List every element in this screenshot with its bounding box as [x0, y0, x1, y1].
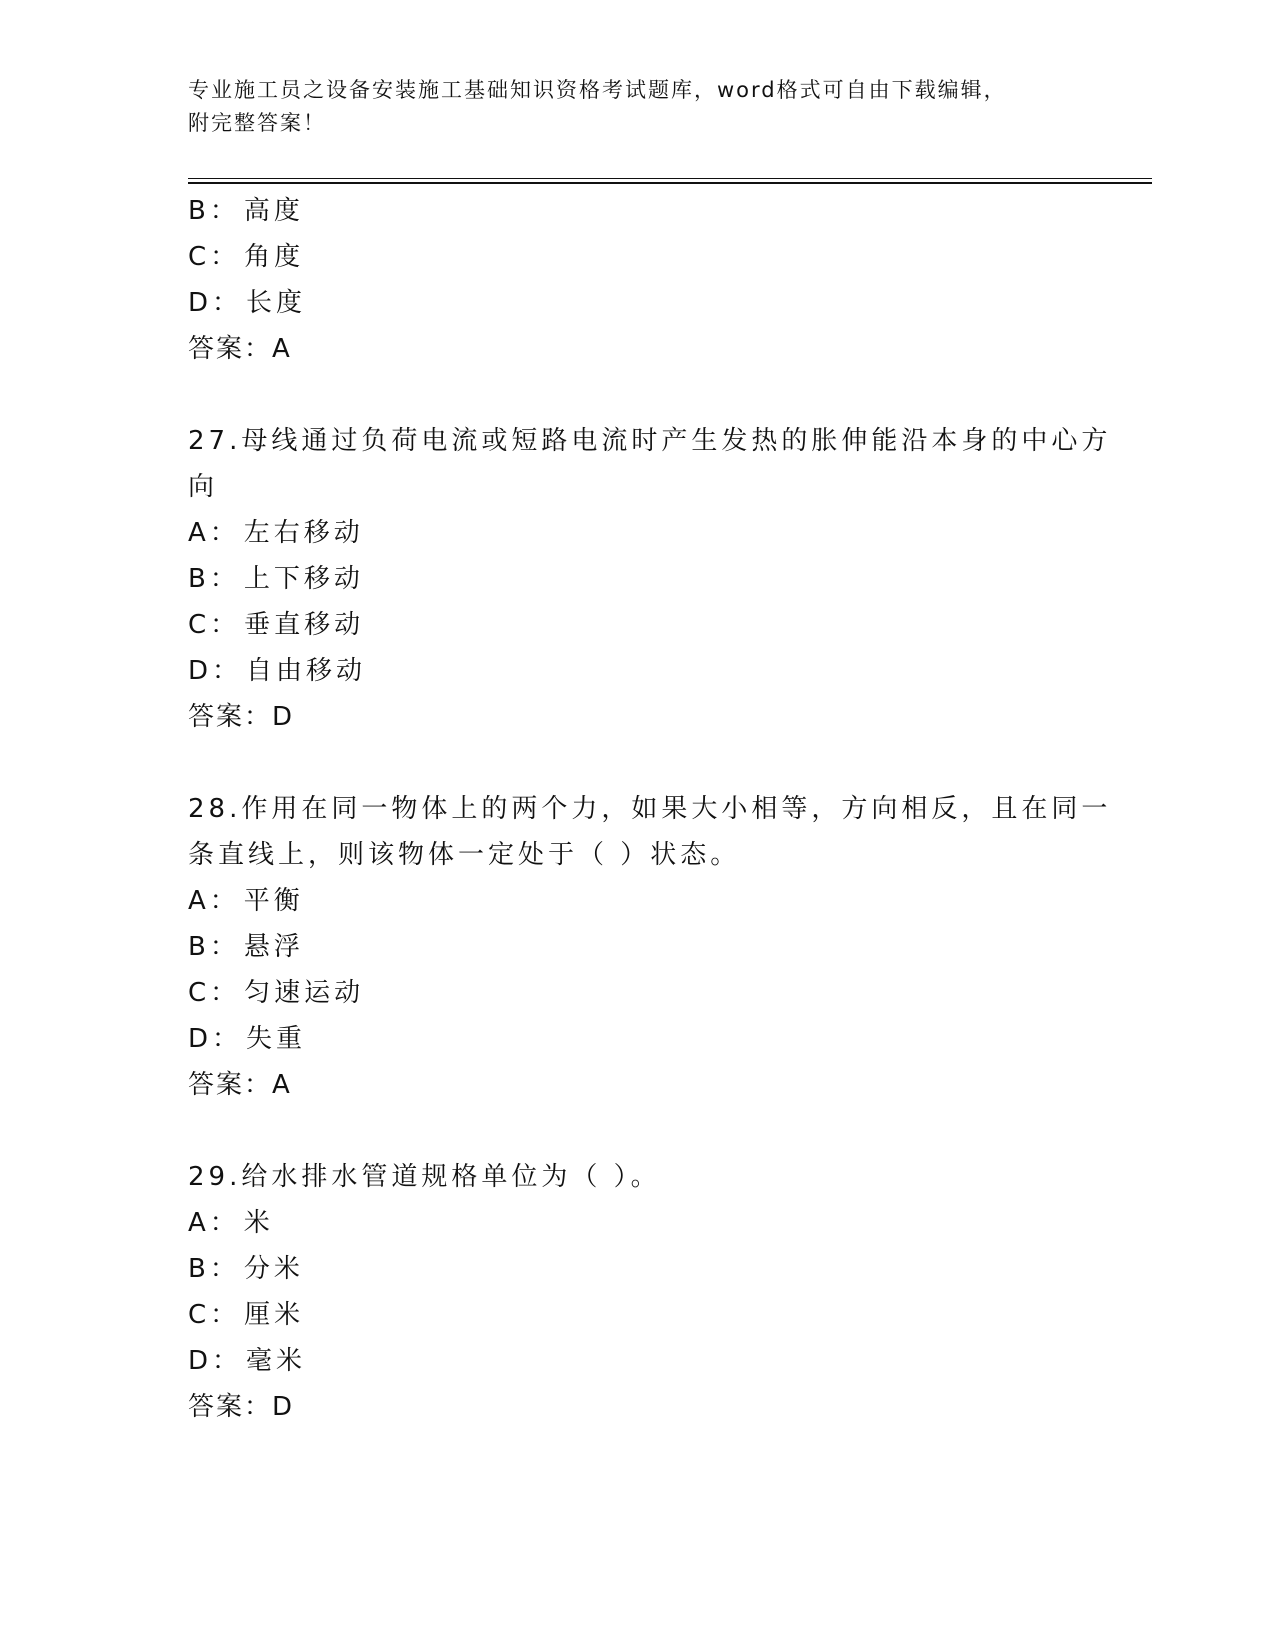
option-label: D：: [188, 656, 243, 686]
answer-line: 答案：A: [188, 1070, 292, 1100]
option-label: C：: [188, 242, 241, 272]
question-text-line-2: 向: [188, 472, 219, 502]
option-text: 角度: [244, 242, 305, 272]
option-label: A：: [188, 886, 240, 916]
option-d: [188, 1016, 1108, 1062]
question-list: [188, 188, 1112, 1430]
option-c: [188, 1292, 1108, 1338]
spacer: [188, 372, 1108, 418]
option-d: [188, 280, 1108, 326]
option-text: 平衡: [243, 886, 304, 916]
answer-line: 答案：A: [188, 334, 292, 364]
option-label: A：: [188, 518, 240, 548]
option-b: [188, 1246, 1108, 1292]
option-text: 左右移动: [243, 518, 364, 548]
question-text-line-1: 28.作用在同一物体上的两个力，如果大小相等，方向相反，且在同一: [188, 794, 1112, 824]
answer-line: 答案：D: [188, 1392, 295, 1422]
spacer: [188, 1108, 1108, 1154]
option-c: [188, 602, 1108, 648]
option-text: 高度: [243, 196, 304, 226]
option-label: D：: [188, 1024, 243, 1054]
option-d: [188, 1338, 1108, 1384]
option-text: 垂直移动: [244, 610, 365, 640]
option-label: D：: [188, 288, 243, 318]
option-a: [188, 878, 1108, 924]
option-b: [188, 556, 1108, 602]
option-a: [188, 1200, 1108, 1246]
option-text: 匀速运动: [244, 978, 365, 1008]
header-line-2: 附完整答案！: [188, 111, 326, 135]
header-rule-thin: [188, 178, 1152, 179]
option-text: 毫米: [246, 1346, 307, 1376]
document-header: [188, 74, 1088, 140]
option-label: B：: [188, 1254, 240, 1284]
option-text: 分米: [243, 1254, 304, 1284]
option-b: [188, 924, 1108, 970]
option-text: 悬浮: [243, 932, 304, 962]
option-text: 失重: [246, 1024, 307, 1054]
option-label: B：: [188, 196, 240, 226]
option-label: C：: [188, 610, 241, 640]
option-b: [188, 188, 1108, 234]
option-c: [188, 234, 1108, 280]
question-26-continuation: [188, 188, 1108, 372]
question-text-line-2: 条直线上，则该物体一定处于（ ）状态。: [188, 840, 741, 870]
option-text: 自由移动: [246, 656, 367, 686]
question-text-line-1: 27.母线通过负荷电流或短路电流时产生发热的胀伸能沿本身的中心方: [188, 426, 1112, 456]
question-29: [188, 1154, 1108, 1430]
option-text: 长度: [246, 288, 307, 318]
option-d: [188, 648, 1108, 694]
option-label: A：: [188, 1208, 240, 1238]
option-c: [188, 970, 1108, 1016]
option-label: D：: [188, 1346, 243, 1376]
question-28: [188, 786, 1112, 1108]
header-rule-thick: [188, 182, 1152, 184]
option-label: B：: [188, 564, 240, 594]
option-a: [188, 510, 1108, 556]
option-text: 厘米: [244, 1300, 305, 1330]
option-text: 米: [243, 1208, 274, 1238]
question-text-line-1: 29.给水排水管道规格单位为（ ）。: [188, 1162, 661, 1192]
option-label: C：: [188, 1300, 241, 1330]
spacer: [188, 740, 1108, 786]
option-label: C：: [188, 978, 241, 1008]
answer-line: 答案：D: [188, 702, 295, 732]
option-label: B：: [188, 932, 240, 962]
header-line-1: 专业施工员之设备安装施工基础知识资格考试题库，word格式可自由下载编辑，: [188, 78, 1007, 102]
question-27: [188, 418, 1112, 740]
option-text: 上下移动: [243, 564, 364, 594]
